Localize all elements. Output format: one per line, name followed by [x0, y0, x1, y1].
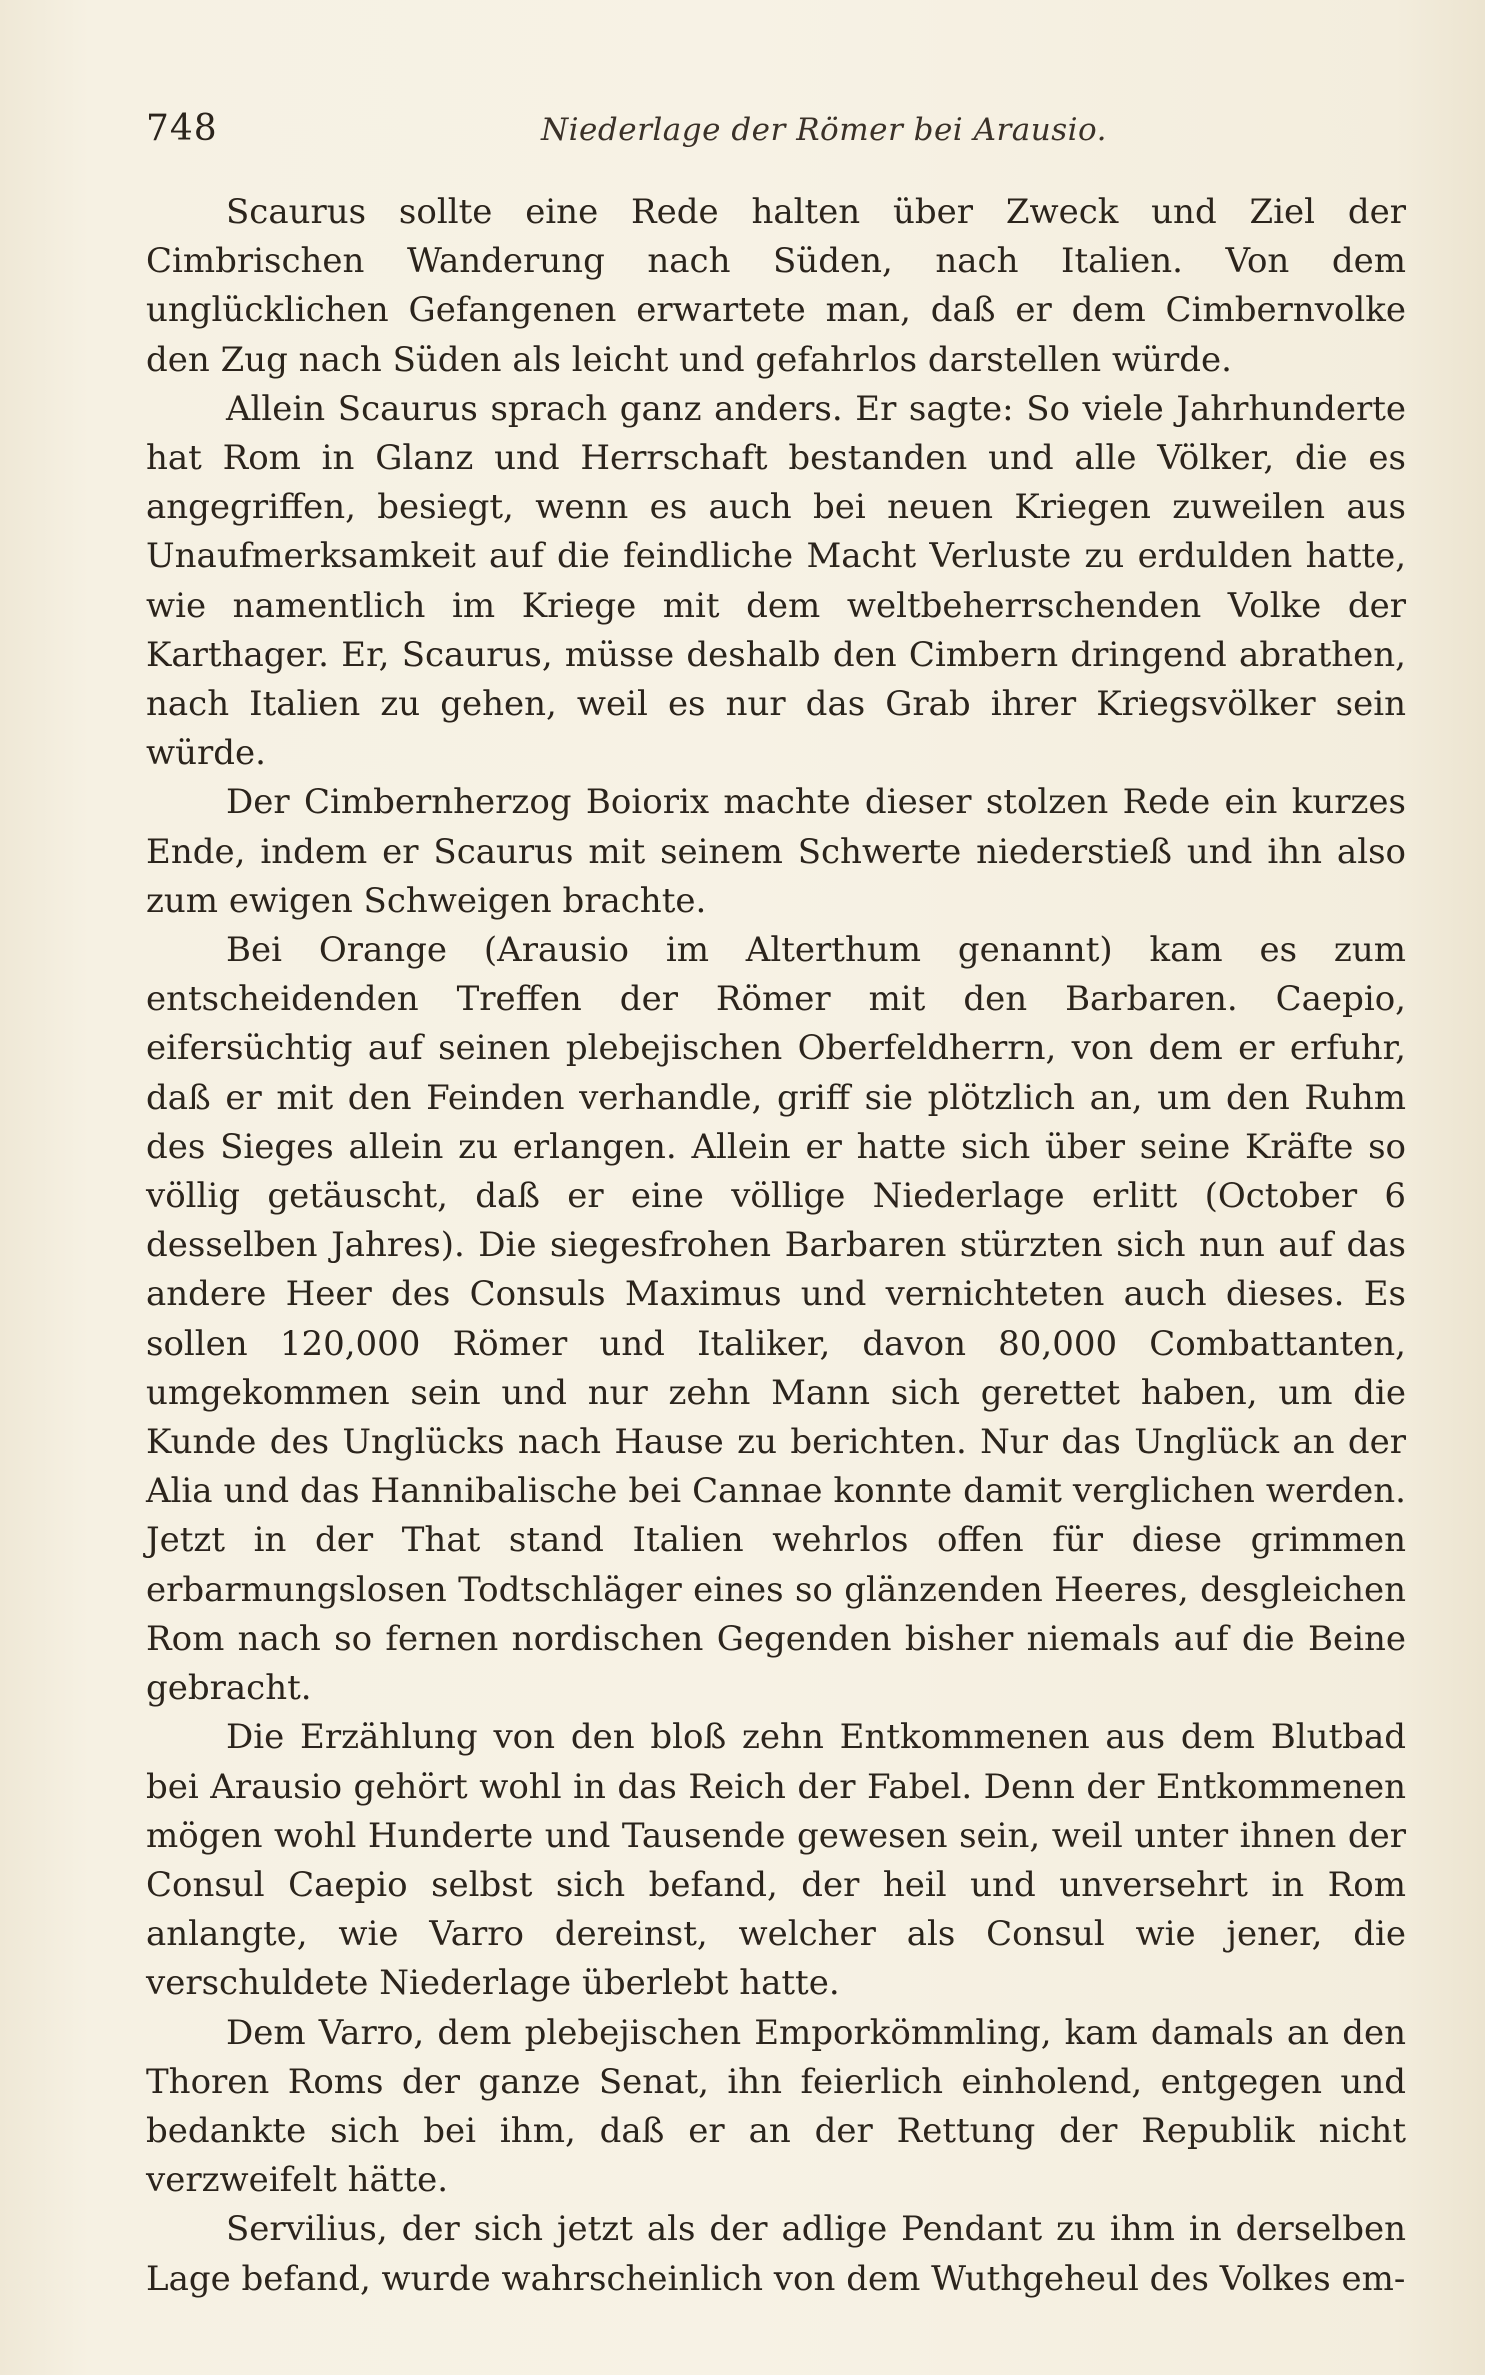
paragraph: Allein Scaurus sprach ganz anders. Er sagte: So viele Jahrhunderte hat Rom in Glanz und Herrschaft bestanden und alle Völker, die es angegriffen, besiegt, wenn es auch bei neuen Kriegen zuweilen aus Unaufmerksamkeit auf die feindliche Macht Verluste zu erdulden hatte, wie namentlich im Kriege mit dem weltbeherrschenden Volke der Karthager. Er, Scaurus, müsse deshalb den Cimbern dringend abrathen, nach Italien zu gehen, weil es nur das Grab ihrer Kriegsvölker sein würde.: [146, 388, 1406, 774]
paragraph: Bei Orange (Arausio im Alterthum genannt) kam es zum entscheidenden Treffen der Römer mit den Barbaren. Caepio, eifersüchtig auf seinen plebejischen Oberfeldherrn, von dem er erfuhr, daß er mit den Feinden verhandle, griff sie plötzlich an, um den Ruhm des Sieges allein zu erlangen. Allein er hatte sich über seine Kräfte so völlig getäuscht, daß er eine völlige Niederlage erlitt (October 6 desselben Jahres). Die siegesfrohen Barbaren stürzten sich nun auf das andere Heer des Consuls Maximus und vernichteten auch dieses. Es sollen 120,000 Römer und Italiker, davon 80,000 Combattanten, umgekommen sein und nur zehn Mann sich gerettet haben, um die Kunde des Unglücks nach Hause zu berichten. Nur das Unglück an der Alia und das Hannibalische bei Cannae konnte damit verglichen werden. Jetzt in der That stand Italien wehrlos offen für diese grimmen erbarmungslosen Todtschläger eines so glänzenden Heeres, desgleichen Rom nach so fernen nordischen Gegenden bisher niemals auf die Beine gebracht.: [146, 930, 1406, 1709]
paragraph: Dem Varro, dem plebejischen Emporkömmling, kam damals an den Thoren Roms der ganze Senat, ihn feierlich einholend, entgegen und bedankte sich bei ihm, daß er an der Rettung der Republik nicht verzweifelt hätte.: [146, 2012, 1406, 2201]
running-title: Niederlage der Römer bei Arausio.: [541, 112, 1108, 148]
page-number: 748: [146, 108, 218, 149]
paragraph: Servilius, der sich jetzt als der adlige Pendant zu ihm in derselben Lage befand, wurde wahrscheinlich von dem Wuthgeheul des Volkes em-: [146, 2209, 1406, 2299]
paragraph: Der Cimbernherzog Boiorix machte dieser stolzen Rede ein kurzes Ende, indem er Scaurus mit seinem Schwerte niederstieß und ihn also zum ewigen Schweigen brachte.: [146, 782, 1406, 921]
page-header: [146, 100, 1406, 160]
body-text: [146, 188, 1406, 2304]
paragraph: Scaurus sollte eine Rede halten über Zweck und Ziel der Cimbrischen Wanderung nach Süden, nach Italien. Von dem unglücklichen Gefangenen erwartete man, daß er dem Cimbernvolke den Zug nach Süden als leicht und gefahrlos darstellen würde.: [146, 192, 1406, 380]
paragraph: Die Erzählung von den bloß zehn Entkommenen aus dem Blutbad bei Arausio gehört wohl in das Reich der Fabel. Denn der Entkommenen mögen wohl Hunderte und Tausende gewesen sein, weil unter ihnen der Consul Caepio selbst sich befand, der heil und unversehrt in Rom anlangte, wie Varro dereinst, welcher als Consul wie jener, die verschuldete Niederlage überlebt hatte.: [146, 1717, 1406, 2004]
